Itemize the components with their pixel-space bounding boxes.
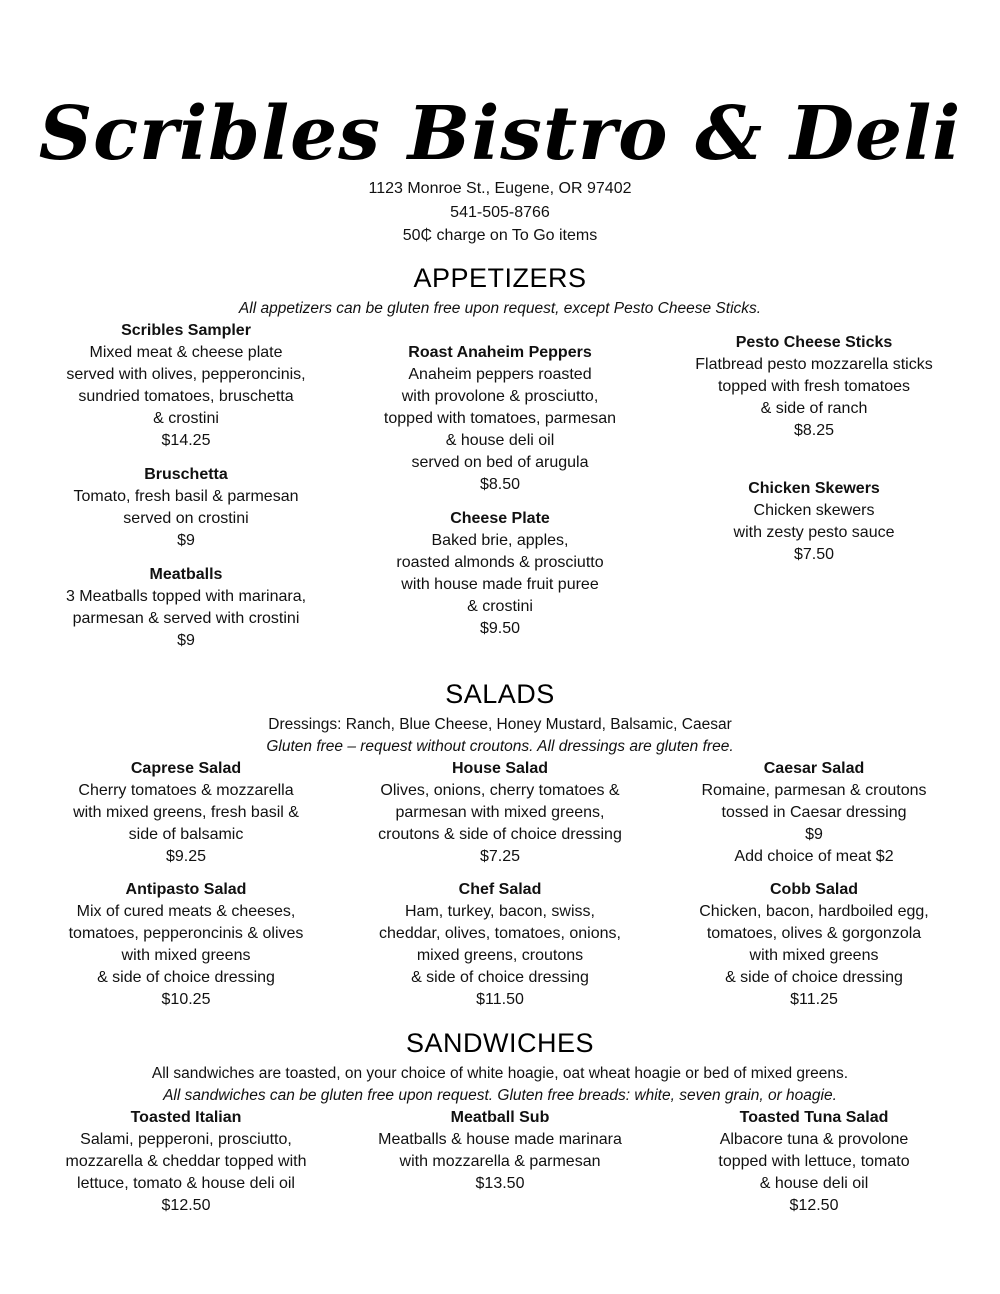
item-description-line: cheddar, olives, tomatoes, onions, bbox=[379, 925, 621, 942]
menu-item-pesto-cheese-sticks bbox=[664, 332, 964, 442]
item-description-line: lettuce, tomato & house deli oil bbox=[77, 1175, 295, 1192]
menu-item-toasted-italian bbox=[36, 1107, 336, 1217]
item-description-line: with zesty pesto sauce bbox=[733, 524, 895, 541]
menu-item-chef-salad bbox=[350, 879, 650, 1011]
item-description-line: Chicken skewers bbox=[753, 502, 875, 519]
item-description-line: & house deli oil bbox=[445, 432, 555, 449]
item-name: Toasted Italian bbox=[130, 1109, 242, 1126]
phone-number: 541-505-8766 bbox=[450, 204, 550, 221]
item-price: $12.50 bbox=[789, 1197, 839, 1214]
sandwiches-bread-note: All sandwiches are toasted, on your choice of white hoagie, oat wheat hoagie or bed of mixed greens. bbox=[151, 1065, 849, 1082]
salads-gluten-note: Gluten free – request without croutons. All dressings are gluten free. bbox=[266, 738, 734, 755]
item-description-line: Ham, turkey, bacon, swiss, bbox=[405, 903, 595, 920]
item-description-line: & crostini bbox=[467, 598, 533, 615]
menu-item-toasted-tuna-salad bbox=[664, 1107, 964, 1217]
menu-item-meatball-sub bbox=[350, 1107, 650, 1195]
item-description-line: Baked brie, apples, bbox=[431, 532, 569, 549]
item-description-line: roasted almonds & prosciutto bbox=[396, 554, 604, 571]
item-description-line: Albacore tuna & provolone bbox=[719, 1131, 909, 1148]
item-description-line: & side of choice dressing bbox=[411, 969, 589, 986]
item-price: $13.50 bbox=[475, 1175, 525, 1192]
menu-item-house-salad bbox=[350, 758, 650, 868]
item-description-line: 3 Meatballs topped with marinara, bbox=[65, 588, 307, 605]
item-description-line: with mixed greens bbox=[121, 947, 251, 964]
menu-item-caprese-salad bbox=[36, 758, 336, 868]
item-name: Cheese Plate bbox=[450, 510, 550, 527]
item-description-line: Chicken, bacon, hardboiled egg, bbox=[699, 903, 929, 920]
item-price: $14.25 bbox=[161, 432, 211, 449]
item-description-line: & house deli oil bbox=[759, 1175, 869, 1192]
item-description-line: & crostini bbox=[153, 410, 219, 427]
item-name: Meatballs bbox=[149, 566, 223, 583]
item-description-line: topped with lettuce, tomato bbox=[718, 1153, 910, 1170]
item-description-line: parmesan with mixed greens, bbox=[395, 804, 605, 821]
item-name: Meatball Sub bbox=[450, 1109, 550, 1126]
item-price: $9 bbox=[177, 532, 195, 549]
item-description-line: Olives, onions, cherry tomatoes & bbox=[380, 782, 620, 799]
item-description-line: topped with fresh tomatoes bbox=[717, 378, 911, 395]
item-name: Chicken Skewers bbox=[748, 480, 880, 497]
item-description-line: tomatoes, olives & gorgonzola bbox=[706, 925, 922, 942]
item-price: $7.50 bbox=[793, 546, 835, 563]
item-description-line: sundried tomatoes, bruschetta bbox=[78, 388, 294, 405]
item-name: Chef Salad bbox=[458, 881, 542, 898]
appetizers-note: All appetizers can be gluten free upon request, except Pesto Cheese Sticks. bbox=[238, 300, 762, 317]
item-description-line: Romaine, parmesan & croutons bbox=[701, 782, 927, 799]
item-description-line: served on crostini bbox=[123, 510, 249, 527]
salad-dressings: Dressings: Ranch, Blue Cheese, Honey Mustard, Balsamic, Caesar bbox=[268, 716, 732, 733]
item-price: $9.50 bbox=[479, 620, 521, 637]
item-description-line: parmesan & served with crostini bbox=[72, 610, 300, 627]
appetizers-heading: APPETIZERS bbox=[413, 263, 587, 293]
item-price: $12.50 bbox=[161, 1197, 211, 1214]
item-price: $9 bbox=[177, 632, 195, 649]
item-description-line: side of balsamic bbox=[128, 826, 244, 843]
item-price: $9 bbox=[805, 826, 823, 843]
menu-item-bruschetta bbox=[36, 464, 336, 552]
item-description-line: Mixed meat & cheese plate bbox=[89, 344, 283, 361]
item-description-line: & side of choice dressing bbox=[97, 969, 275, 986]
item-description-line: Cherry tomatoes & mozzarella bbox=[78, 782, 294, 799]
item-description-line: croutons & side of choice dressing bbox=[378, 826, 622, 843]
item-description-line: & side of ranch bbox=[760, 400, 868, 417]
sandwiches-heading: SANDWICHES bbox=[405, 1028, 594, 1058]
item-description-line: topped with tomatoes, parmesan bbox=[383, 410, 617, 427]
sandwiches-gluten-note: All sandwiches can be gluten free upon request. Gluten free breads: white, seven grain, or hoagie. bbox=[163, 1087, 837, 1104]
restaurant-title: Scribles Bistro & Deli bbox=[38, 91, 962, 177]
item-description-line: served with olives, pepperoncinis, bbox=[66, 366, 306, 383]
menu-item-antipasto-salad bbox=[36, 879, 336, 1011]
salads-heading: SALADS bbox=[445, 679, 555, 709]
item-description-line: mixed greens, croutons bbox=[416, 947, 584, 964]
item-description-line: tomatoes, pepperoncinis & olives bbox=[68, 925, 304, 942]
item-price: $8.25 bbox=[793, 422, 835, 439]
item-description-line: Tomato, fresh basil & parmesan bbox=[73, 488, 299, 505]
menu-item-roast-anaheim-peppers bbox=[350, 342, 650, 496]
item-name: Toasted Tuna Salad bbox=[739, 1109, 889, 1126]
item-price: $10.25 bbox=[161, 991, 211, 1008]
item-name: Pesto Cheese Sticks bbox=[735, 334, 893, 351]
menu-item-scribles-sampler bbox=[36, 320, 336, 452]
item-name: Cobb Salad bbox=[769, 881, 858, 898]
menu-item-chicken-skewers bbox=[664, 478, 964, 566]
item-name: House Salad bbox=[451, 760, 549, 777]
item-price: $9.25 bbox=[165, 848, 207, 865]
item-price: $11.50 bbox=[476, 991, 524, 1008]
menu-item-cheese-plate bbox=[350, 508, 650, 640]
item-description-line: Flatbread pesto mozzarella sticks bbox=[695, 356, 933, 373]
menu-item-cobb-salad bbox=[664, 879, 964, 1011]
item-name: Scribles Sampler bbox=[121, 322, 251, 339]
item-name: Roast Anaheim Peppers bbox=[408, 344, 592, 361]
item-description-line: tossed in Caesar dressing bbox=[721, 804, 907, 821]
item-description-line: Anaheim peppers roasted bbox=[408, 366, 592, 383]
item-name: Bruschetta bbox=[144, 466, 228, 483]
item-description-line: mozzarella & cheddar topped with bbox=[65, 1153, 307, 1170]
item-description-line: Mix of cured meats & cheeses, bbox=[76, 903, 296, 920]
menu-item-meatballs bbox=[36, 564, 336, 652]
item-description-line: with mixed greens bbox=[749, 947, 879, 964]
item-name: Caesar Salad bbox=[763, 760, 865, 777]
togo-note: 50₵ charge on To Go items bbox=[402, 227, 598, 244]
item-description-line: & side of choice dressing bbox=[725, 969, 903, 986]
item-description-line: with house made fruit puree bbox=[401, 576, 599, 593]
item-price: $7.25 bbox=[479, 848, 521, 865]
item-price: $8.50 bbox=[479, 476, 521, 493]
item-description-line: Salami, pepperoni, prosciutto, bbox=[80, 1131, 292, 1148]
item-description-line: served on bed of arugula bbox=[411, 454, 589, 471]
address: 1123 Monroe St., Eugene, OR 97402 bbox=[368, 180, 632, 197]
item-description-line: with provolone & prosciutto, bbox=[401, 388, 599, 405]
item-description-line: Meatballs & house made marinara bbox=[378, 1131, 622, 1148]
item-name: Antipasto Salad bbox=[125, 881, 247, 898]
item-description-line: with mixed greens, fresh basil & bbox=[73, 804, 299, 821]
item-addon: Add choice of meat $2 bbox=[734, 848, 894, 865]
item-name: Caprese Salad bbox=[130, 760, 242, 777]
item-price: $11.25 bbox=[790, 991, 838, 1008]
item-description-line: with mozzarella & parmesan bbox=[399, 1153, 601, 1170]
menu-item-caesar-salad bbox=[664, 758, 964, 868]
